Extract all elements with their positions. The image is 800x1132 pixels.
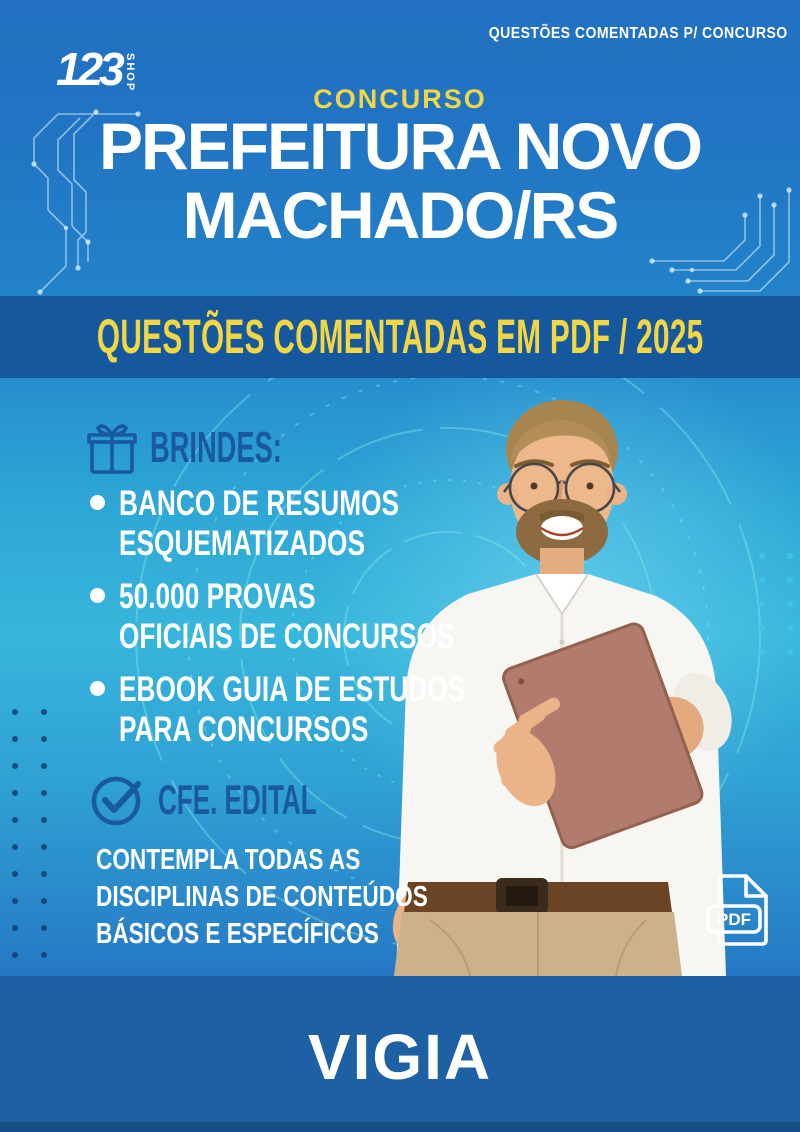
list-item	[84, 670, 581, 750]
bullet-dot	[90, 681, 105, 696]
benefit-text: EBOOK GUIA DE ESTUDOS	[119, 670, 466, 709]
footer-strip	[0, 1122, 800, 1132]
page-title-line1: PREFEITURA NOVO	[99, 109, 701, 183]
pdf-file-icon	[704, 870, 776, 950]
check-circle-icon	[90, 772, 148, 828]
edital-body-line: CONTEMPLA TODAS AS	[96, 844, 361, 876]
brand-logo-shop: SHOP	[123, 53, 136, 93]
kicker-concurso: CONCURSO	[313, 84, 487, 114]
top-right-label: QUESTÕES COMENTADAS P/ CONCURSO	[489, 25, 788, 42]
edital-body	[96, 842, 521, 953]
edital-section	[90, 772, 521, 953]
benefit-text: OFICIAIS DE CONCURSOS	[119, 617, 455, 656]
subtitle-banner-text: QUESTÕES COMENTADAS EM PDF / 2025	[96, 310, 704, 364]
benefit-text: BANCO DE RESUMOS	[119, 484, 400, 523]
edital-body-line: DISCIPLINAS DE CONTEÚDOS	[96, 881, 428, 913]
bullet-dot	[90, 495, 105, 510]
footer-band	[0, 976, 800, 1132]
brand-logo-number: 123	[56, 43, 121, 95]
list-item	[84, 577, 581, 657]
benefits-section	[84, 420, 581, 763]
page-title	[0, 109, 800, 252]
benefits-heading: BRINDES:	[150, 423, 282, 472]
role-title: VIGIA	[307, 1021, 493, 1093]
benefits-list	[84, 484, 581, 750]
benefit-text: 50.000 PROVAS	[119, 577, 316, 616]
page-title-line2: MACHADO/RS	[182, 178, 618, 252]
benefit-text: PARA CONCURSOS	[119, 710, 369, 749]
pdf-icon-label: PDF	[717, 910, 751, 929]
edital-heading: CFE. EDITAL	[158, 776, 317, 823]
subtitle-banner	[0, 296, 800, 378]
gift-icon	[84, 420, 140, 476]
list-item	[84, 484, 581, 564]
dot-grid-right	[759, 553, 793, 655]
dot-grid-left	[12, 709, 47, 958]
edital-body-line: BÁSICOS E ESPECÍFICOS	[96, 918, 379, 950]
bullet-dot	[90, 588, 105, 603]
benefit-text: ESQUEMATIZADOS	[119, 524, 365, 563]
